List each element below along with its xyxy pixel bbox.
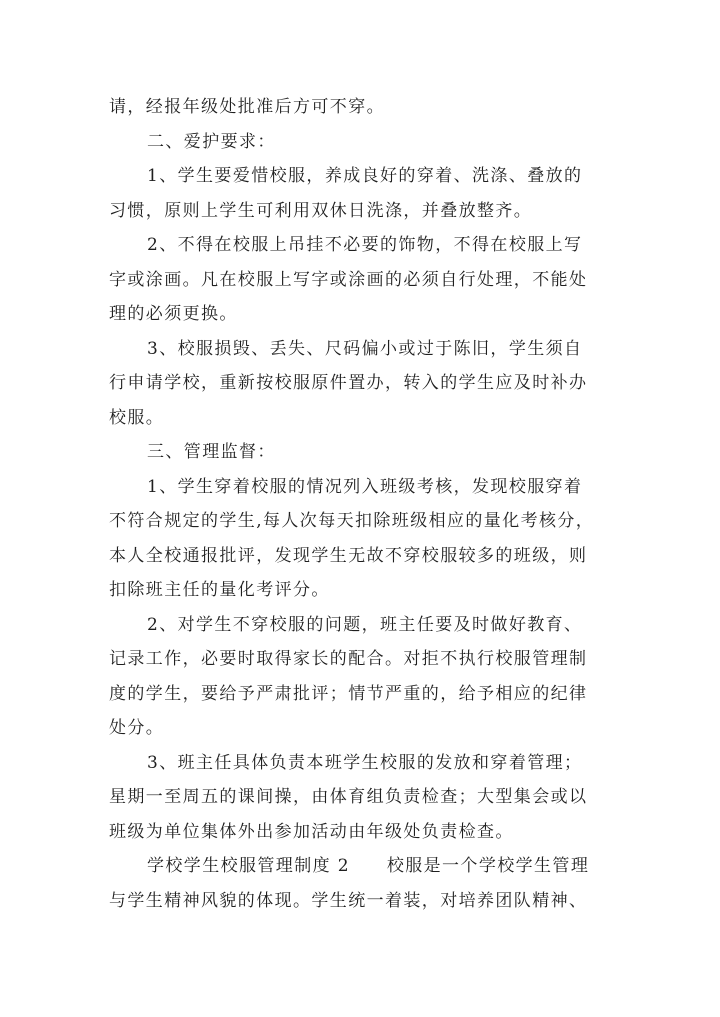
text-line: 3、班主任具体负责本班学生校服的发放和穿着管理； [147, 752, 583, 773]
text-line: 校服。 [109, 407, 165, 428]
text-line: 习惯，原则上学生可利用双休日洗涤，并叠放整齐。 [109, 200, 533, 221]
text-line: 2、不得在校服上吊挂不必要的饰物，不得在校服上写 [147, 235, 583, 255]
text-line: 本人全校通报批评，发现学生无故不穿校服较多的班级，则 [109, 545, 588, 566]
text-line: 处分。 [109, 718, 165, 738]
text-line: 不符合规定的学生,每人次每天扣除班级相应的量化考核分， [109, 511, 595, 531]
text-line: 星期一至周五的课间操，由体育组负责检查；大型集会或以 [109, 787, 588, 807]
text-line: 理的必须更换。 [109, 304, 238, 324]
text-line: 字或涂画。凡在校服上写字或涂画的必须自行处理，不能处 [109, 269, 588, 290]
document-body [109, 90, 623, 918]
text-line: 度的学生，要给予严肃批评；情节严重的，给予相应的纪律 [109, 683, 588, 704]
section-heading: 二、爱护要求： [147, 131, 276, 152]
text-line: 1、学生穿着校服的情况列入班级考核，发现校服穿着 [147, 476, 583, 497]
text-line: 班级为单位集体外出参加活动由年级处负责检查。 [109, 821, 514, 842]
text-line: 1、学生要爱惜校服，养成良好的穿着、洗涤、叠放的 [147, 166, 583, 186]
section-heading: 三、管理监督： [147, 442, 276, 462]
text-line: 3、校服损毁、丢失、尺码偏小或过于陈旧，学生须自 [147, 338, 583, 359]
text-line: 行申请学校，重新按校服原件置办，转入的学生应及时补办 [109, 373, 588, 393]
text-line: 请，经报年级处批准后方可不穿。 [109, 97, 385, 117]
text-line: 记录工作，必要时取得家长的配合。对拒不执行校服管理制 [109, 649, 588, 669]
text-line: 与学生精神风貌的体现。学生统一着装，对培养团队精神、 [109, 890, 588, 911]
text-line: 扣除班主任的量化考评分。 [109, 580, 330, 600]
text-line: 学校学生校服管理制度 2 校服是一个学校学生管理 [147, 856, 590, 876]
text-line: 2、对学生不穿校服的问题，班主任要及时做好教育、 [147, 614, 583, 635]
